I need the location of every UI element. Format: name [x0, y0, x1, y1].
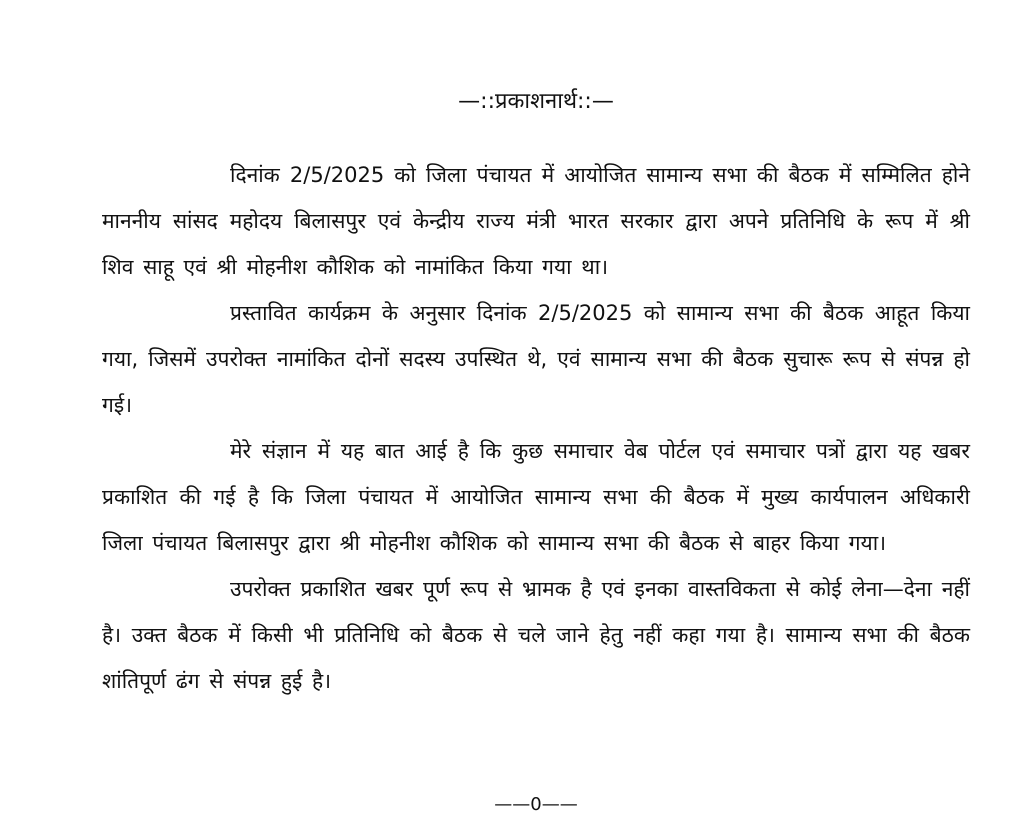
paragraph-clarification: उपरोक्त प्रकाशित खबर पूर्ण रूप से भ्रामक है एवं इनका वास्तविकता से कोई लेना—देना नहीं है। उक्त बैठक में किसी भी प्रतिनिधि को बैठक से चले जाने हेतु नहीं कहा गया है। सामान्य सभा की बैठक शांतिपूर्ण ढंग से संपन्न हुई है। [102, 577, 970, 693]
paragraph-news-report: मेरे संज्ञान में यह बात आई है कि कुछ समाचार वेब पोर्टल एवं समाचार पत्रों द्वारा यह खबर प्रकाशित की गई है कि जिला पंचायत में आयोजित सामान्य सभा की बैठक में मुख्य कार्यपालन अधिकारी जिला पंचायत बिलासपुर द्वारा श्री मोहनीश कौशिक को सामान्य सभा की बैठक से बाहर किया गया। [102, 439, 970, 555]
paragraph-meeting-held: प्रस्तावित कार्यक्रम के अनुसार दिनांक 2/5/2025 को सामान्य सभा की बैठक आहूत किया गया, जिसमें उपरोक्त नामांकित दोनों सदस्य उपस्थित थे, एवं सामान्य सभा की बैठक सुचारू रूप से संपन्न हो गई। [102, 301, 970, 417]
document-end-mark: ——0—— [494, 794, 578, 815]
document-heading: —::प्रकाशनार्थ::— [458, 89, 614, 114]
document-body [102, 152, 970, 704]
paragraph-meeting-nomination: दिनांक 2/5/2025 को जिला पंचायत में आयोजित सामान्य सभा की बैठक में सम्मिलित होने माननीय सांसद महोदय बिलासपुर एवं केन्द्रीय राज्य मंत्री भारत सरकार द्वारा अपने प्रतिनिधि के रूप में श्री शिव साहू एवं श्री मोहनीश कौशिक को नामांकित किया गया था। [102, 163, 970, 279]
